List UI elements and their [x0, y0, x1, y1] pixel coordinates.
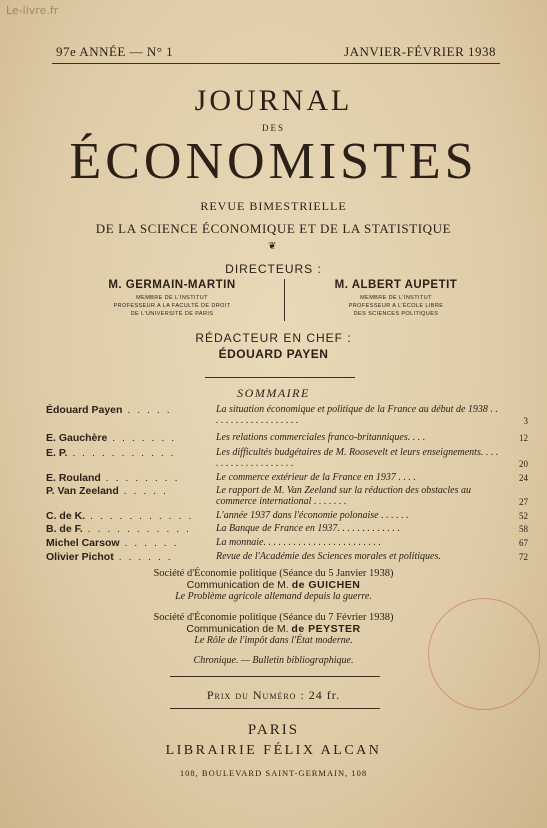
- societe-2-comm-label: Communication de M.: [186, 623, 289, 635]
- toc-page: 27: [519, 497, 528, 507]
- editor-name: ÉDOUARD PAYEN: [218, 347, 329, 361]
- toc-title: La situation économique et politique de la France au début de 1938 . . . . . . . . . . . . . . . . . . .: [216, 404, 498, 426]
- price-value: 24 fr.: [308, 688, 341, 702]
- toc-page: 12: [519, 433, 528, 443]
- toc-title: La monnaie. . . . . . . . . . . . . . . . . . . . . . . .: [216, 537, 381, 548]
- director-right-name: M. ALBERT AUPETIT: [334, 279, 458, 291]
- toc-author: B. de F.: [46, 523, 83, 535]
- publisher-city: PARIS: [247, 722, 300, 738]
- director-right: [296, 279, 496, 319]
- price-label: Prix du Numéro :: [206, 688, 305, 702]
- toc-title: Les relations commerciales franco-britanniques. . . .: [216, 432, 426, 443]
- director-left-title-2: PROFESSEUR A LA FACULTÉ DE DROIT: [113, 303, 231, 310]
- toc-page: 58: [519, 524, 528, 534]
- toc-author: Michel Carsow: [46, 537, 120, 549]
- issue-line: [56, 44, 496, 60]
- watermark: Le-livre.fr: [6, 4, 59, 17]
- title-des: DES: [261, 123, 285, 133]
- toc-author: Édouard Payen: [46, 404, 123, 416]
- toc-page: 24: [519, 473, 528, 483]
- toc-author: C. de K.: [46, 510, 86, 522]
- toc-title: L'année 1937 dans l'économie polonaise . . . . . .: [216, 510, 409, 521]
- publisher-address: 108, BOULEVARD SAINT-GERMAIN, 108: [179, 768, 368, 778]
- toc-title: Revue de l'Académie des Sciences morales et politiques.: [216, 551, 441, 562]
- editor-heading: RÉDACTEUR EN CHEF :: [195, 331, 352, 345]
- issue-date: JANVIER-FÉVRIER 1938: [344, 44, 496, 59]
- issue-number: 97e ANNÉE — N° 1: [56, 44, 174, 59]
- director-left-title-1: MEMBRE DE L'INSTITUT: [136, 295, 208, 301]
- subtitle-revue: REVUE BIMESTRIELLE: [200, 199, 347, 213]
- toc-page: 3: [523, 416, 528, 426]
- faded-stamp: [428, 598, 540, 710]
- toc-title: Le commerce extérieur de la France en 1937 . . . .: [216, 472, 416, 483]
- societe-2-topic: Le Rôle de l'impôt dans l'État moderne.: [194, 635, 353, 646]
- societe-2-session: Société d'Économie politique (Séance du 7 Février 1938): [153, 612, 394, 623]
- ornament-icon: ❦: [268, 241, 277, 252]
- societe-1-comm-label: Communication de M.: [186, 579, 289, 591]
- toc-page: 20: [519, 459, 528, 469]
- toc-page: 52: [519, 511, 528, 521]
- toc-title: Les difficultés budgétaires de M. Roosevelt et leurs enseignements. . . . . . . . . . . . . . . . . . . .: [216, 447, 499, 469]
- directors-divider: [284, 279, 285, 321]
- toc-title: Le rapport de M. Van Zeeland sur la réduction des obstacles au commerce international . . . . . . .: [216, 485, 471, 507]
- director-left-title-3: DE L'UNIVERSITÉ DE PARIS: [130, 311, 214, 318]
- price-rule-bottom: [170, 708, 380, 709]
- societe-2-speaker: de PEYSTER: [291, 623, 361, 635]
- director-left: [72, 279, 272, 319]
- toc-page: 67: [519, 538, 528, 548]
- sommaire-rule: [205, 377, 355, 378]
- top-rule: [52, 63, 500, 64]
- director-right-title-1: MEMBRE DE L'INSTITUT: [360, 295, 432, 301]
- publisher-name: LIBRAIRIE FÉLIX ALCAN: [165, 743, 382, 758]
- toc-author: E. Rouland: [46, 472, 101, 484]
- director-left-name: M. GERMAIN-MARTIN: [108, 279, 236, 291]
- toc-page: 72: [519, 552, 528, 562]
- price-rule-top: [170, 676, 380, 677]
- director-right-title-2: PROFESSEUR A L'ÉCOLE LIBRE: [348, 303, 444, 310]
- directors-heading: DIRECTEURS :: [225, 262, 322, 276]
- toc-author: P. Van Zeeland: [46, 485, 119, 497]
- societe-section-1: [0, 568, 547, 602]
- chronique-text: Chronique. — Bulletin bibliographique.: [193, 655, 354, 666]
- toc-author: Olivier Pichot: [46, 551, 114, 563]
- societe-1-speaker: de GUICHEN: [291, 579, 361, 591]
- toc-author: E. Gauchère: [46, 432, 108, 444]
- toc-title: La Banque de France en 1937. . . . . . . . . . . . .: [216, 523, 400, 534]
- journal-cover: Le-livre.fr 97e ANNÉE — N° 1 JANVIER-FÉVRIER 1938 JOURNAL DES ÉCONOMISTES REVUE BIMESTRIELLE DE LA SCIENCE ÉCONOMIQUE ET DE LA STATISTIQUE ❦ DIRECTEURS : M. GERMAIN-MARTIN MEMBRE DE L'INSTITUT PROFESSEUR A LA FACULTÉ DE DROIT DE L'UNIVERSITÉ DE PARIS M. ALBERT AUPETIT MEMBRE DE L'INSTITUT PROFESSEUR A L'ÉCOLE LIBRE DES SCIENCES POLITIQUES RÉDACTEUR EN CHEF : ÉDOUARD PAYEN SOMMAIRE Édouard Payen . . . . . La situation économique et politique de la France au début de 1938 . . . . . . . . . . . . . . . . . . . 3 E. Gauchère . . . . . . . Les relations commerciales franco-britanniques. . . . 12 E. P. . . . . . . . . . . . Les difficultés budgétaires de M. Roosevelt et leurs enseignements. . . . . . . . . . . . . . . . . . . . 20 E. Rouland . . . . . . . . Le commerce extérieur de la France en 1937 . . . . 24 P. Van Zeeland . . . . . Le rapport de M. Van Zeeland sur la réduction des obstacles au commerce international . . . . . . . 27 C. de K. . . . . . . . . . . . L'année 1937 dans l'économie polonaise . . . . . . 52 B. de F. . . . . . . . . . . . La Banque de France en 1937. . . . . . . . . . . . . 58 Michel Carsow . . . . . . La monnaie. . . . . . . . . . . . . . . . . . . . . . . . 67 Olivier Pichot . . . . . . Revue de l'Académie des Sciences morales et politiques. 72 Société d'Économie politique (Séance du 5 Janvier 1938) Communication de M. de GUICHEN Le Problème agricole allemand depuis la guerre. Société d'Économie politique (Séance du 7 Février 1938) Communication de M. de PEYSTER Le Rôle de l'impôt dans l'État moderne. Chronique. — Bulletin bibliographique. Prix du Numéro : 24 fr. PARIS LIBRAIRIE FÉLIX ALCAN 108, BOULEVARD SAINT-GERMAIN, 108: [0, 0, 547, 828]
- title-economistes: ÉCONOMISTES: [69, 133, 478, 190]
- societe-1-topic: Le Problème agricole allemand depuis la guerre.: [175, 591, 372, 602]
- societe-1-session: Société d'Économie politique (Séance du 5 Janvier 1938): [153, 568, 394, 579]
- sommaire-heading: SOMMAIRE: [237, 386, 310, 400]
- title-journal: JOURNAL: [194, 84, 353, 117]
- subtitle-science: DE LA SCIENCE ÉCONOMIQUE ET DE LA STATISTIQUE: [95, 221, 452, 236]
- toc-author: E. P.: [46, 447, 68, 459]
- director-right-title-3: DES SCIENCES POLITIQUES: [353, 311, 439, 318]
